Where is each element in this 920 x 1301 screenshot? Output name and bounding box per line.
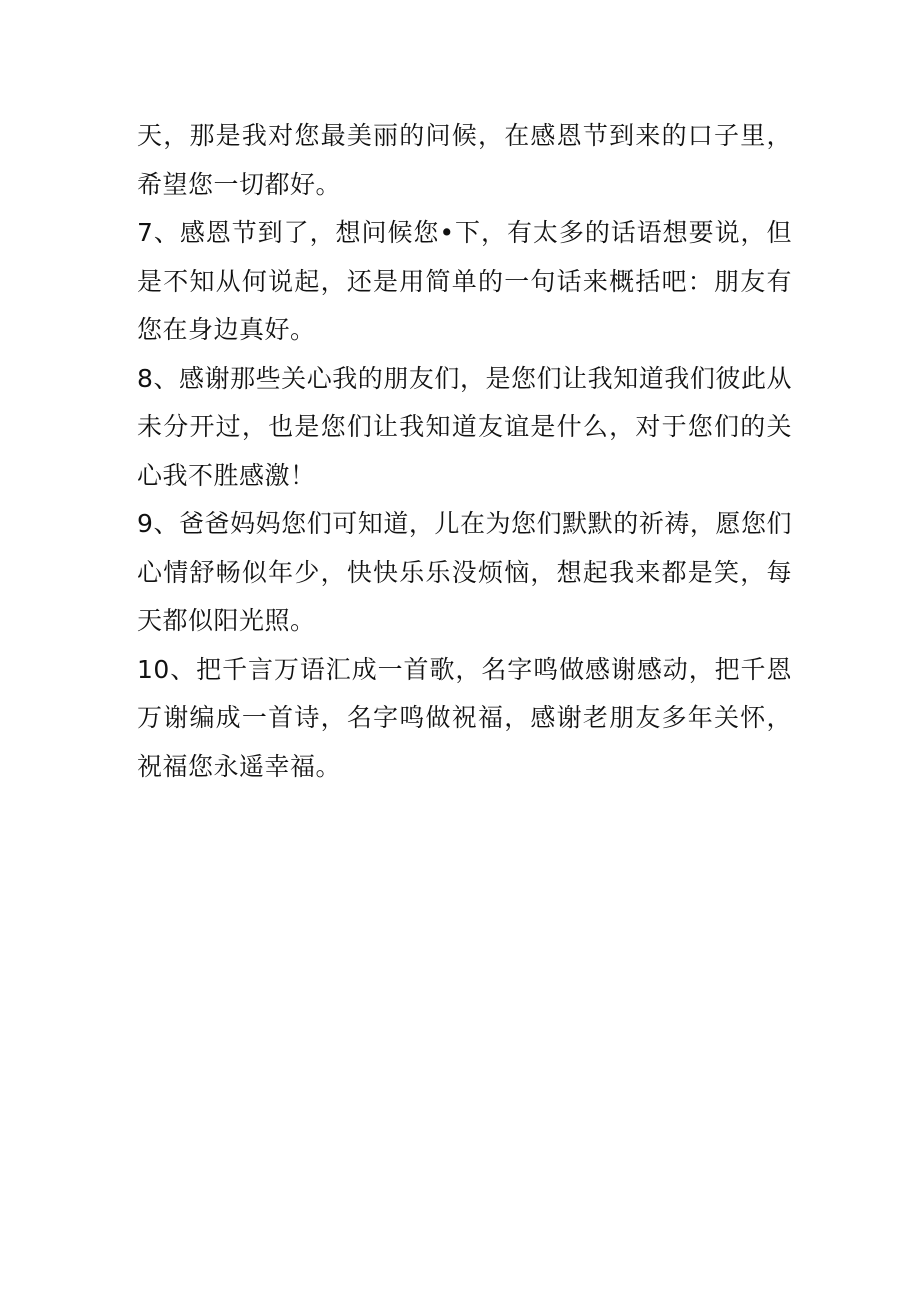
paragraph-item-9: 9、爸爸妈妈您们可知道，儿在为您们默默的祈祷，愿您们心情舒畅似年少，快快乐乐没烦恼，想起我来都是笑，每天都似阳光照。 [137, 509, 792, 635]
paragraph-continuation: 天，那是我对您最美丽的问候，在感恩节到来的口子里，希望您一切都好。 [137, 121, 792, 199]
paragraph-item-7: 7、感恩节到了，想问候您•下，有太多的话语想要说，但是不知从何说起，还是用简单的一句话来概括吧：朋友有您在身边真好。 [137, 218, 792, 344]
paragraph-item-10: 10、把千言万语汇成一首歌，名字鸣做感谢感动，把千恩万谢编成一首诗，名字鸣做祝福，感谢老朋友多年关怀，祝福您永遥幸福。 [137, 654, 792, 781]
document-body [137, 112, 792, 791]
paragraph-item-8: 8、感谢那些关心我的朋友们，是您们让我知道我们彼此从未分开过，也是您们让我知道友谊是什么，对于您们的关心我不胜感激！ [137, 363, 792, 490]
